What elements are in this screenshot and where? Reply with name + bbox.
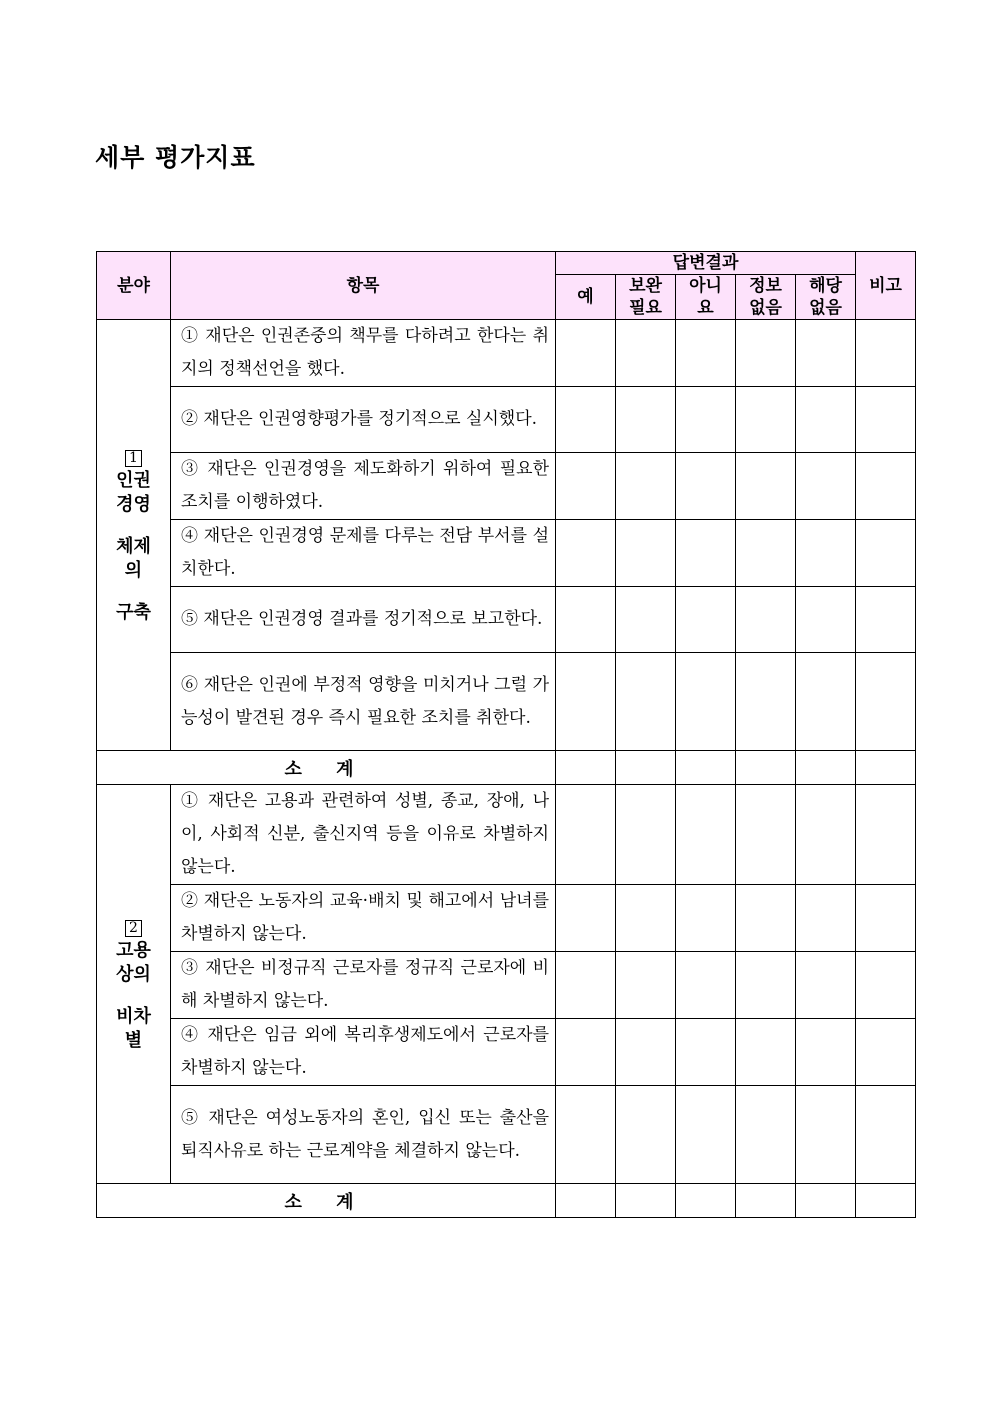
item-text: ③ 재단은 인권경영을 제도화하기 위하여 필요한 조치를 이행하였다. [171, 453, 556, 520]
answer-cell[interactable] [736, 1086, 796, 1184]
answer-cell[interactable] [676, 885, 736, 952]
header-line: 해당 [809, 276, 842, 296]
subtotal-answer-cell[interactable] [796, 1184, 856, 1218]
answer-cell[interactable] [556, 785, 616, 885]
answer-cell[interactable] [616, 520, 676, 587]
answer-cell[interactable] [676, 520, 736, 587]
header-line: 보완 [629, 276, 662, 296]
answer-cell[interactable] [796, 653, 856, 751]
header-line: 없음 [749, 298, 782, 318]
answer-cell[interactable] [736, 653, 796, 751]
category-label-line: 별 [124, 1030, 143, 1051]
answer-cell[interactable] [736, 1019, 796, 1086]
header-field: 분야 [97, 252, 171, 320]
item-text: ① 재단은 고용과 관련하여 성별, 종교, 장애, 나이, 사회적 신분, 출신지역 등을 이유로 차별하지 않는다. [171, 785, 556, 885]
item-text: ② 재단은 노동자의 교육·배치 및 해고에서 남녀를 차별하지 않는다. [171, 885, 556, 952]
answer-cell[interactable] [616, 320, 676, 387]
answer-cell[interactable] [676, 587, 736, 653]
answer-cell[interactable] [676, 785, 736, 885]
answer-cell[interactable] [556, 587, 616, 653]
answer-cell[interactable] [796, 885, 856, 952]
category-label-line: 고용 [116, 940, 151, 961]
item-text: ⑥ 재단은 인권에 부정적 영향을 미치거나 그럴 가능성이 발견된 경우 즉시 필요한 조치를 취한다. [171, 653, 556, 751]
header-answer-supplement [616, 275, 676, 320]
answer-cell[interactable] [796, 785, 856, 885]
note-cell[interactable] [856, 1019, 916, 1086]
answer-cell[interactable] [616, 1019, 676, 1086]
answer-cell[interactable] [556, 653, 616, 751]
answer-cell[interactable] [616, 1086, 676, 1184]
note-cell[interactable] [856, 1086, 916, 1184]
category-label-line [97, 517, 170, 535]
category-label-line: 인권 [116, 470, 151, 491]
answer-cell[interactable] [556, 520, 616, 587]
answer-cell[interactable] [796, 1086, 856, 1184]
answer-cell[interactable] [796, 520, 856, 587]
answer-cell[interactable] [736, 520, 796, 587]
header-line: 없음 [809, 298, 842, 318]
subtotal-answer-cell[interactable] [556, 751, 616, 785]
answer-cell[interactable] [796, 453, 856, 520]
table-row [97, 1086, 916, 1184]
answer-cell[interactable] [556, 387, 616, 453]
item-text: ② 재단은 인권영향평가를 정기적으로 실시했다. [171, 387, 556, 453]
table-row [97, 320, 916, 387]
answer-cell[interactable] [616, 453, 676, 520]
answer-cell[interactable] [796, 320, 856, 387]
item-text: ⑤ 재단은 여성노동자의 혼인, 입신 또는 출산을 퇴직사유로 하는 근로계약을 체결하지 않는다. [171, 1086, 556, 1184]
answer-cell[interactable] [796, 1019, 856, 1086]
answer-cell[interactable] [616, 653, 676, 751]
note-cell[interactable] [856, 952, 916, 1019]
note-cell[interactable] [856, 387, 916, 453]
table-row [97, 785, 916, 885]
note-cell[interactable] [856, 520, 916, 587]
item-text: ⑤ 재단은 인권경영 결과를 정기적으로 보고한다. [171, 587, 556, 653]
category-label-line: 구축 [116, 602, 151, 623]
category-cell [97, 320, 171, 751]
answer-cell[interactable] [616, 587, 676, 653]
answer-cell[interactable] [616, 952, 676, 1019]
answer-cell[interactable] [736, 587, 796, 653]
note-cell[interactable] [856, 453, 916, 520]
item-text: ④ 재단은 인권경영 문제를 다루는 전담 부서를 설치한다. [171, 520, 556, 587]
answer-cell[interactable] [676, 1086, 736, 1184]
category-label-line: 상의 [116, 964, 151, 985]
note-cell[interactable] [856, 885, 916, 952]
subtotal-answer-cell[interactable] [736, 751, 796, 785]
category-number: 2 [125, 920, 142, 937]
subtotal-row [97, 1184, 916, 1218]
page-title: 세부 평가지표 [95, 143, 256, 172]
header-line: 아니 [689, 276, 722, 296]
answer-cell[interactable] [796, 587, 856, 653]
subtotal-answer-cell[interactable] [796, 751, 856, 785]
answer-cell[interactable] [676, 320, 736, 387]
answer-cell[interactable] [676, 952, 736, 1019]
category-label-line: 경영 [116, 494, 151, 515]
answer-cell[interactable] [616, 885, 676, 952]
table-row [97, 520, 916, 587]
header-line: 요 [697, 298, 714, 318]
answer-cell[interactable] [736, 387, 796, 453]
answer-cell[interactable] [736, 453, 796, 520]
subtotal-label: 소 계 [97, 751, 556, 785]
table-row [97, 885, 916, 952]
subtotal-answer-cell[interactable] [616, 751, 676, 785]
category-label-line: 비차 [116, 1006, 151, 1027]
answer-cell[interactable] [676, 653, 736, 751]
answer-cell[interactable] [556, 453, 616, 520]
header-answer-no-info [736, 275, 796, 320]
category-number: 1 [125, 450, 142, 467]
answer-cell[interactable] [736, 952, 796, 1019]
subtotal-answer-cell[interactable] [676, 751, 736, 785]
category-label-line [97, 987, 170, 1005]
note-cell[interactable] [856, 785, 916, 885]
answer-cell[interactable] [616, 387, 676, 453]
subtotal-note-cell[interactable] [856, 751, 916, 785]
answer-cell[interactable] [736, 320, 796, 387]
header-line: 필요 [629, 298, 662, 318]
table-row [97, 1019, 916, 1086]
evaluation-table [96, 251, 916, 1218]
answer-cell[interactable] [556, 1019, 616, 1086]
category-label-line: 의 [124, 560, 143, 581]
note-cell[interactable] [856, 320, 916, 387]
table-row [97, 453, 916, 520]
table-row [97, 952, 916, 1019]
category-label-line [97, 583, 170, 601]
subtotal-answer-cell[interactable] [736, 1184, 796, 1218]
item-text: ① 재단은 인권존중의 책무를 다하려고 한다는 취지의 정책선언을 했다. [171, 320, 556, 387]
answer-cell[interactable] [796, 952, 856, 1019]
subtotal-note-cell[interactable] [856, 1184, 916, 1218]
answer-cell[interactable] [676, 387, 736, 453]
subtotal-answer-cell[interactable] [616, 1184, 676, 1218]
category-label-line: 체제 [116, 536, 151, 557]
item-text: ④ 재단은 임금 외에 복리후생제도에서 근로자를 차별하지 않는다. [171, 1019, 556, 1086]
answer-cell[interactable] [556, 320, 616, 387]
answer-cell[interactable] [796, 387, 856, 453]
item-text: ③ 재단은 비정규직 근로자를 정규직 근로자에 비해 차별하지 않는다. [171, 952, 556, 1019]
answer-cell[interactable] [736, 785, 796, 885]
header-answer-group: 답변결과 [556, 252, 856, 275]
header-answer-na [796, 275, 856, 320]
header-answer-no [676, 275, 736, 320]
table-row [97, 387, 916, 453]
header-answer-yes: 예 [556, 275, 616, 320]
header-line: 정보 [749, 276, 782, 296]
answer-cell[interactable] [556, 885, 616, 952]
answer-cell[interactable] [676, 1019, 736, 1086]
answer-cell[interactable] [556, 1086, 616, 1184]
table-row [97, 587, 916, 653]
header-item: 항목 [171, 252, 556, 320]
answer-cell[interactable] [676, 453, 736, 520]
category-cell [97, 785, 171, 1184]
subtotal-answer-cell[interactable] [676, 1184, 736, 1218]
note-cell[interactable] [856, 653, 916, 751]
answer-cell[interactable] [736, 885, 796, 952]
table-row [97, 653, 916, 751]
subtotal-label: 소 계 [97, 1184, 556, 1218]
header-note: 비고 [856, 252, 916, 320]
answer-cell[interactable] [556, 952, 616, 1019]
note-cell[interactable] [856, 587, 916, 653]
answer-cell[interactable] [616, 785, 676, 885]
subtotal-answer-cell[interactable] [556, 1184, 616, 1218]
subtotal-row [97, 751, 916, 785]
